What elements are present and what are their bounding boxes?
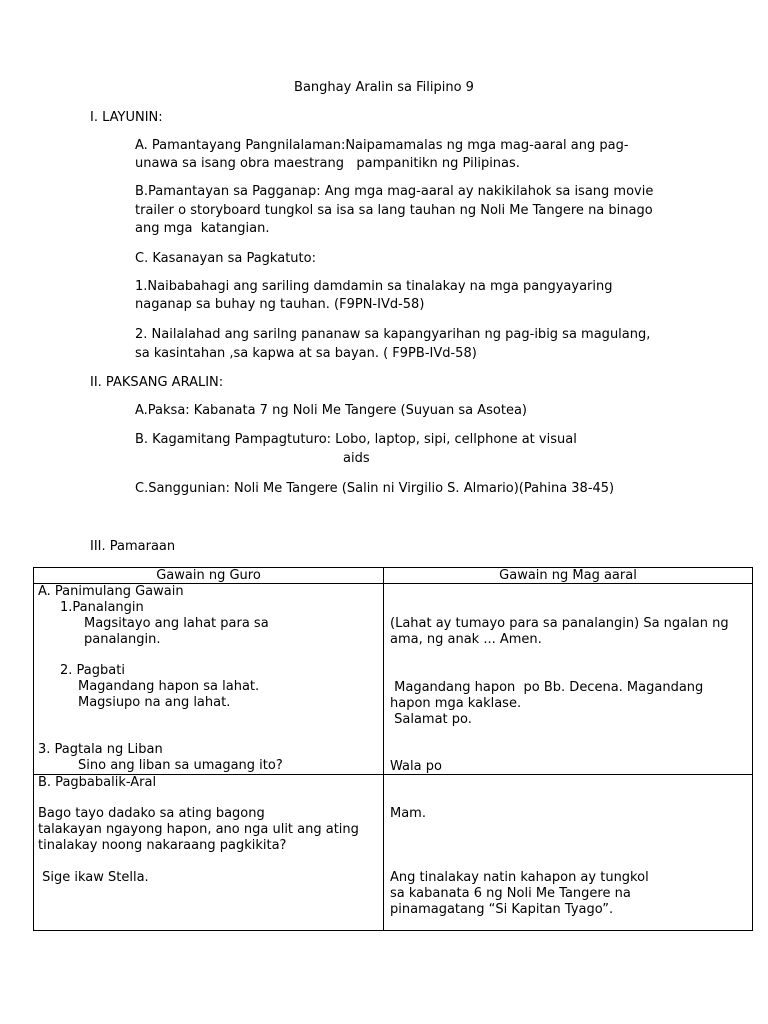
table-row [34, 775, 753, 931]
section-2-heading: II. PAKSANG ARALIN: [90, 375, 224, 390]
panalangin-text: panalangin. [84, 632, 161, 647]
guro-tawag: Sige ikaw Stella. [38, 870, 149, 885]
objective-c: C. Kasanayan sa Pagkatuto: [135, 251, 316, 266]
panimulang-gawain: A. Panimulang Gawain [38, 584, 184, 599]
guro-tanong: talakayan ngayong hapon, ano nga ulit ang ating [38, 822, 359, 837]
magaaral-cell [384, 584, 753, 775]
table-header-row [34, 568, 753, 584]
pagbabalik-aral-label: B. Pagbabalik-Aral [38, 775, 157, 790]
magaaral-sagot1: Mam. [390, 806, 426, 821]
pagbati-label: 2. Pagbati [60, 663, 125, 678]
panalangin-label: 1.Panalangin [60, 600, 144, 615]
pagbati-text: Magandang hapon sa lahat. [78, 679, 260, 694]
magaaral-panalangin: (Lahat ay tumayo para sa panalangin) Sa ngalan ng [390, 616, 729, 631]
liban-label: 3. Pagtala ng Liban [38, 742, 163, 757]
magaaral-liban: Wala po [390, 759, 442, 774]
reference: C.Sanggunian: Noli Me Tangere (Salin ni Virgilio S. Almario)(Pahina 38-45) [135, 481, 615, 496]
page-title: Banghay Aralin sa Filipino 9 [294, 80, 474, 95]
magaaral-panalangin: ama, ng anak ... Amen. [390, 632, 542, 647]
magaaral-pagbati: Salamat po. [390, 712, 472, 727]
procedure-table [33, 567, 753, 931]
panalangin-text: Magsitayo ang lahat para sa [84, 616, 269, 631]
magaaral-sagot2: pinamagatang “Si Kapitan Tyago”. [390, 902, 614, 917]
section-1-heading: I. LAYUNIN: [90, 110, 163, 125]
guro-tanong: tinalakay noong nakaraang pagkikita? [38, 838, 287, 853]
header-magaaral: Gawain ng Mag aaral [384, 568, 753, 584]
guro-cell [34, 775, 384, 931]
guro-cell [34, 584, 384, 775]
guro-tanong: Bago tayo dadako sa ating bagong [38, 806, 265, 821]
pagbati-text: Magsiupo na ang lahat. [78, 695, 231, 710]
magaaral-cell [384, 775, 753, 931]
magaaral-pagbati: Magandang hapon po Bb. Decena. Magandang [390, 680, 704, 695]
liban-text: Sino ang liban sa umagang ito? [78, 758, 283, 773]
topic: A.Paksa: Kabanata 7 ng Noli Me Tangere (Suyuan sa Asotea) [135, 403, 527, 418]
magaaral-sagot2: Ang tinalakay natin kahapon ay tungkol [390, 870, 649, 885]
section-3-heading: III. Pamaraan [90, 539, 176, 554]
magaaral-sagot2: sa kabanata 6 ng Noli Me Tangere na [390, 886, 631, 901]
magaaral-pagbati: hapon mga kaklase. [390, 696, 522, 711]
header-guro: Gawain ng Guro [34, 568, 384, 584]
table-row [34, 584, 753, 775]
